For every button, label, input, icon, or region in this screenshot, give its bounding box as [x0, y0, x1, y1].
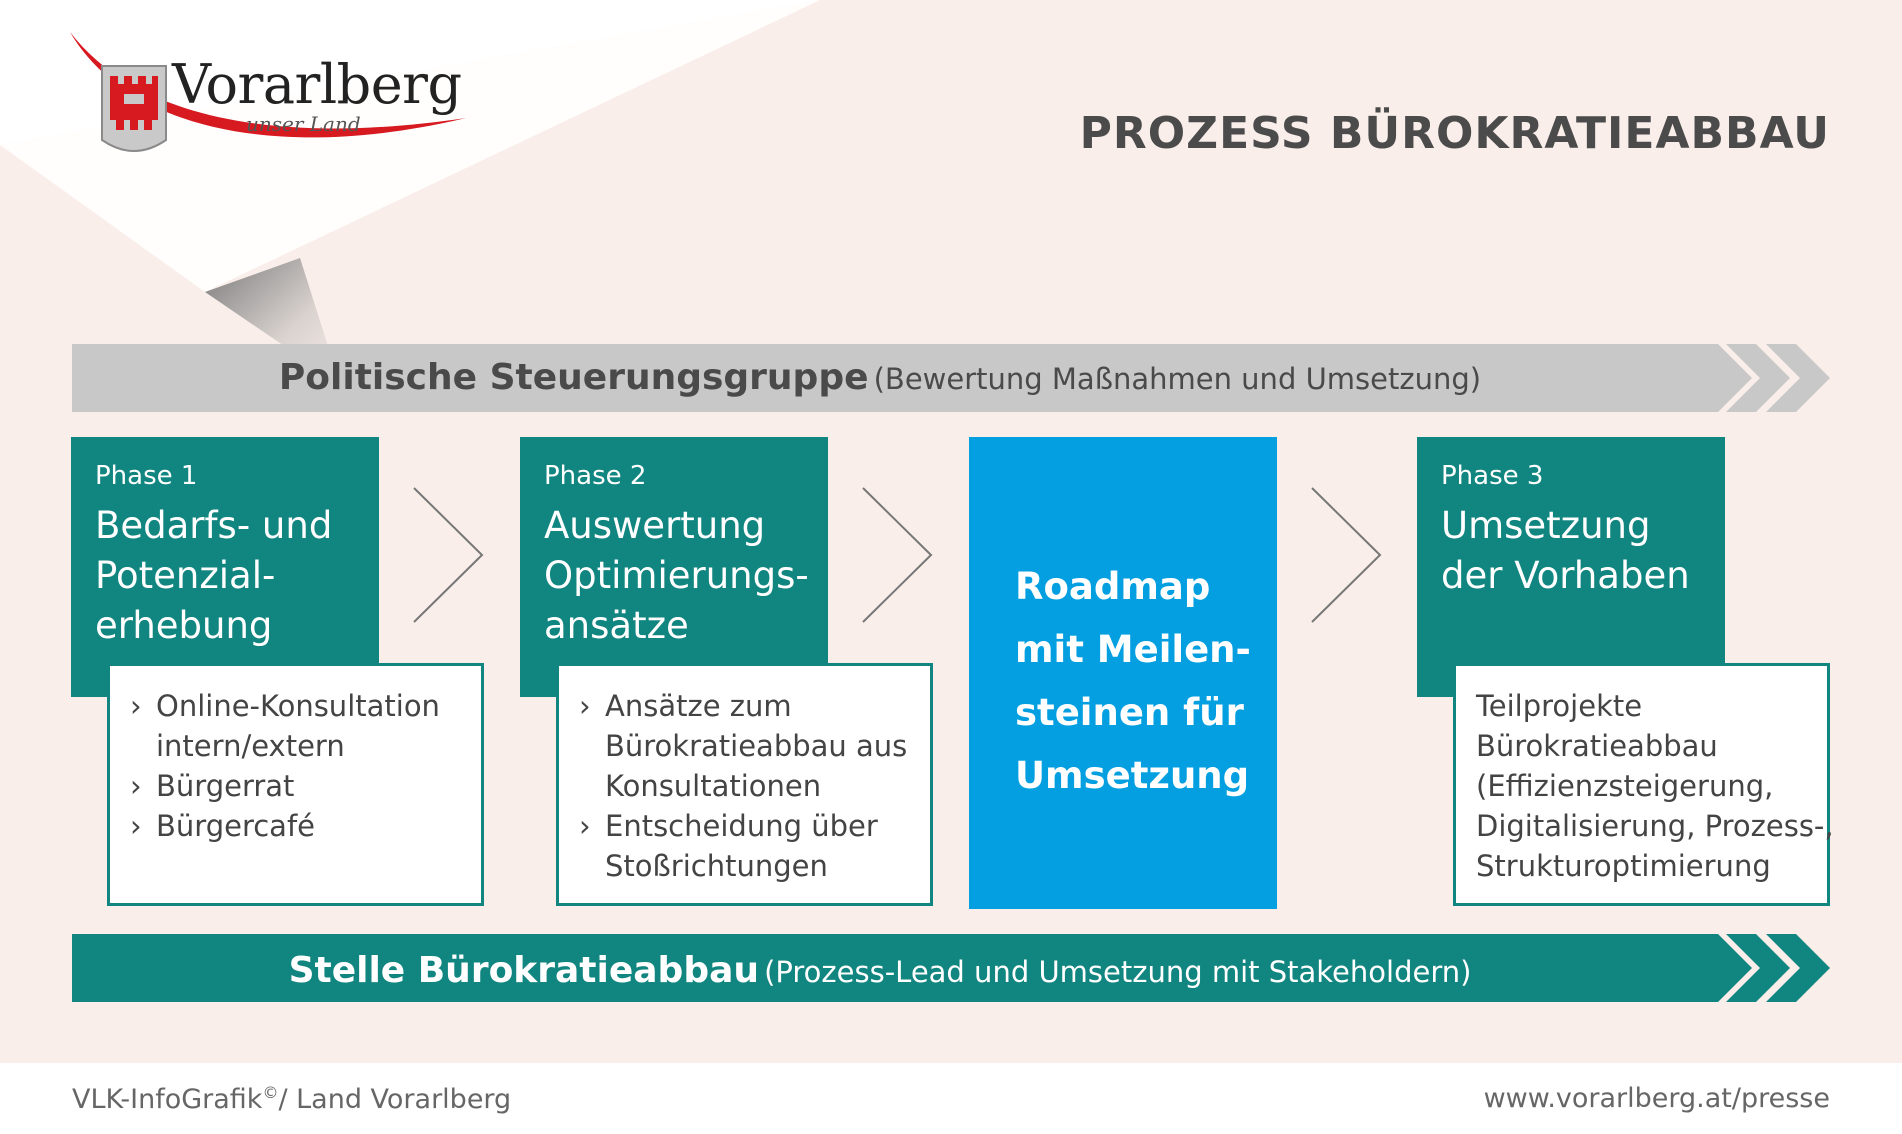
phase-3-title-line: der Vorhaben	[1441, 554, 1690, 597]
phase-1-label: Phase 1	[95, 461, 198, 491]
top-band-note: (Bewertung Maßnahmen und Umsetzung)	[873, 362, 1482, 396]
footer	[0, 1063, 1902, 1134]
detail-line: (Effizienzsteigerung,	[1476, 769, 1774, 803]
phase-1-title-line: Potenzial-	[95, 554, 276, 597]
detail-line: Bürokratieabbau	[1476, 729, 1718, 763]
logo-name: Vorarlberg	[172, 53, 462, 116]
phase-3-detail-text	[1476, 686, 1834, 886]
phase-2-label: Phase 2	[544, 461, 647, 491]
footer-credit: VLK-InfoGrafik©/ Land Vorarlberg	[72, 1083, 512, 1115]
phase-1-detail-list	[130, 686, 440, 846]
list-item: › Ansätze zum Bürokratieabbau aus Konsultationen	[579, 689, 908, 803]
list-item: › Online-Konsultation intern/extern	[130, 689, 440, 763]
roadmap-line: Roadmap	[1015, 565, 1211, 608]
phase-3-details	[1453, 663, 1834, 906]
logo-tagline: unser Land	[246, 112, 361, 136]
phase-2-title-line: Auswertung	[544, 504, 766, 547]
list-item: › Entscheidung über Stoßrichtungen	[579, 809, 878, 883]
top-band-text	[0, 357, 1760, 398]
phase-2-details	[556, 663, 933, 906]
phase-2-box	[520, 437, 828, 697]
top-band-label: Politische Steuerungsgruppe	[278, 357, 869, 398]
phase-3-box	[1417, 437, 1725, 697]
phase-3-title-line: Umsetzung	[1441, 504, 1651, 547]
phase-2-title-line: Optimierungs-	[544, 554, 809, 597]
list-item: › Bürgerrat	[130, 769, 295, 803]
list-item: › Bürgercafé	[130, 809, 315, 843]
roadmap-box	[969, 437, 1277, 909]
roadmap-line: steinen für	[1015, 691, 1244, 734]
roadmap-line: Umsetzung	[1015, 754, 1250, 797]
phase-2-title-line: ansätze	[544, 604, 689, 647]
detail-line: Teilprojekte	[1476, 689, 1643, 723]
page-title: PROZESS BÜROKRATIEABBAU	[1079, 108, 1830, 159]
footer-url: www.vorarlberg.at/presse	[1483, 1083, 1830, 1114]
detail-line: Digitalisierung, Prozess-,	[1476, 809, 1834, 843]
roadmap-line: mit Meilen-	[1015, 628, 1251, 671]
chevron-right-icon	[412, 486, 484, 624]
phase-1-details	[107, 663, 484, 906]
bottom-band-label: Stelle Bürokratieabbau	[288, 950, 760, 991]
phase-2-title	[544, 501, 809, 651]
phase-1-title-line: erhebung	[95, 604, 273, 647]
bottom-band-note: (Prozess-Lead und Umsetzung mit Stakeholdern)	[764, 955, 1472, 989]
chevron-right-icon	[1310, 486, 1382, 624]
roadmap-text	[1015, 555, 1251, 807]
phase-1-title-line: Bedarfs- und	[95, 504, 333, 547]
phase-1-box	[71, 437, 379, 697]
phase-2-detail-list	[579, 686, 907, 886]
bottom-band-text	[0, 950, 1760, 991]
phase-1-title	[95, 501, 332, 651]
phase-3-label: Phase 3	[1441, 461, 1544, 491]
chevron-right-icon	[861, 486, 933, 624]
phase-3-title	[1441, 501, 1690, 601]
detail-line: Strukturoptimierung	[1476, 849, 1771, 883]
